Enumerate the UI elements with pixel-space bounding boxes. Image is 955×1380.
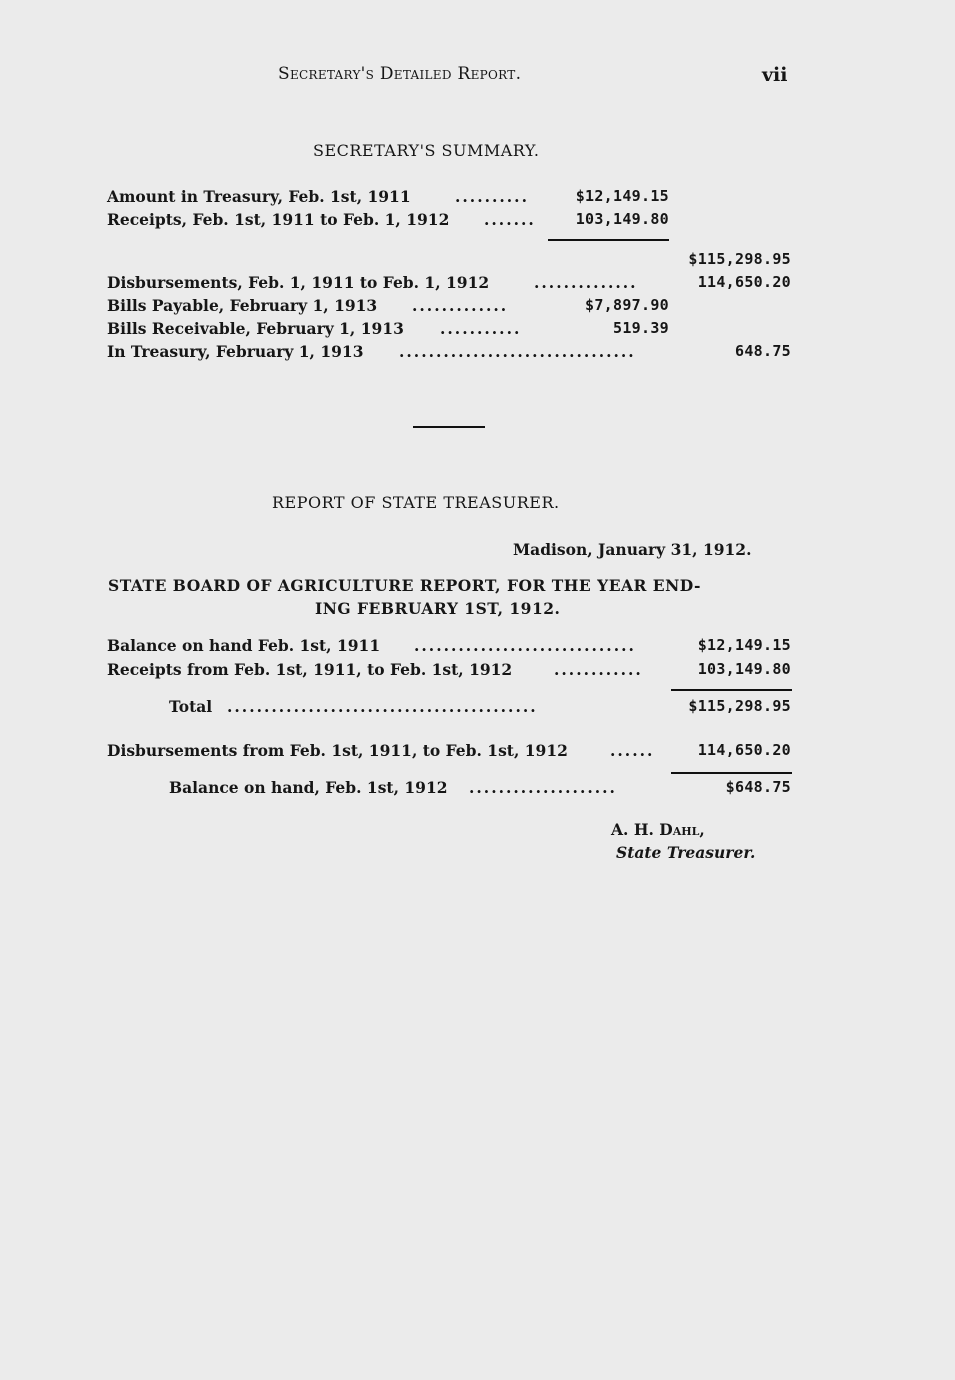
report-title-line2: ING FEBRUARY 1ST, 1912. xyxy=(315,599,561,618)
summary-row-label: Disbursements, Feb. 1, 1911 to Feb. 1, 1912 xyxy=(107,273,490,292)
sum-rule xyxy=(671,689,792,691)
summary-row-label: Receipts, Feb. 1st, 1911 to Feb. 1, 1912 xyxy=(107,210,450,229)
summary-row-label: In Treasury, February 1, 1913 xyxy=(107,342,364,361)
dateline: Madison, January 31, 1912. xyxy=(513,540,752,559)
treasurer-row-label: Receipts from Feb. 1st, 1911, to Feb. 1st, 1912 xyxy=(107,660,513,679)
leader-dots: ...... xyxy=(610,741,655,760)
treasurer-row-value: 103,149.80 xyxy=(697,660,791,678)
treasurer-row-value: $12,149.15 xyxy=(697,636,791,654)
leader-dots: ............ xyxy=(554,660,643,679)
treasurer-row-label: Balance on hand, Feb. 1st, 1912 xyxy=(169,778,448,797)
sum-rule xyxy=(548,239,669,241)
summary-heading: SECRETARY'S SUMMARY. xyxy=(313,141,540,160)
summary-value-col1: 103,149.80 xyxy=(575,210,669,228)
treasurer-row-label: Disbursements from Feb. 1st, 1911, to Feb. 1st, 1912 xyxy=(107,741,568,760)
treasurer-row-label: Balance on hand Feb. 1st, 1911 xyxy=(107,636,381,655)
treasurer-heading: REPORT OF STATE TREASURER. xyxy=(272,493,560,512)
report-title-line1: STATE BOARD OF AGRICULTURE REPORT, FOR THE YEAR END- xyxy=(108,576,701,595)
leader-dots: .......... xyxy=(455,187,529,206)
leader-dots: .............. xyxy=(534,273,638,292)
leader-dots: ....... xyxy=(484,210,536,229)
sum-rule xyxy=(671,772,792,774)
summary-value-col2: 114,650.20 xyxy=(697,273,791,291)
summary-value-col1: $7,897.90 xyxy=(585,296,669,314)
treasurer-row-label: Total xyxy=(169,697,213,716)
summary-value-col1: $12,149.15 xyxy=(575,187,669,205)
signature-name: A. H. Dahl, xyxy=(611,820,705,839)
leader-dots: .............................. xyxy=(414,636,636,655)
leader-dots: ........... xyxy=(440,319,522,338)
summary-row-label: Bills Receivable, February 1, 1913 xyxy=(107,319,404,338)
leader-dots: ............. xyxy=(412,296,509,315)
treasurer-row-value: 114,650.20 xyxy=(697,741,791,759)
summary-row-label: Bills Payable, February 1, 1913 xyxy=(107,296,378,315)
summary-value-col2: $115,298.95 xyxy=(688,250,791,268)
page-number: vii xyxy=(762,64,788,86)
running-header-title: Secretary's Detailed Report. xyxy=(278,64,522,84)
treasurer-row-value: $648.75 xyxy=(725,778,791,796)
leader-dots: ................................ xyxy=(399,342,636,361)
treasurer-row-value: $115,298.95 xyxy=(688,697,791,715)
summary-row-label: Amount in Treasury, Feb. 1st, 1911 xyxy=(107,187,411,206)
summary-value-col1: 519.39 xyxy=(613,319,669,337)
signature-title: State Treasurer. xyxy=(616,843,756,862)
summary-value-col2: 648.75 xyxy=(735,342,791,360)
leader-dots: .................... xyxy=(469,778,617,797)
leader-dots: .......................................... xyxy=(227,697,538,716)
section-divider xyxy=(413,426,485,428)
